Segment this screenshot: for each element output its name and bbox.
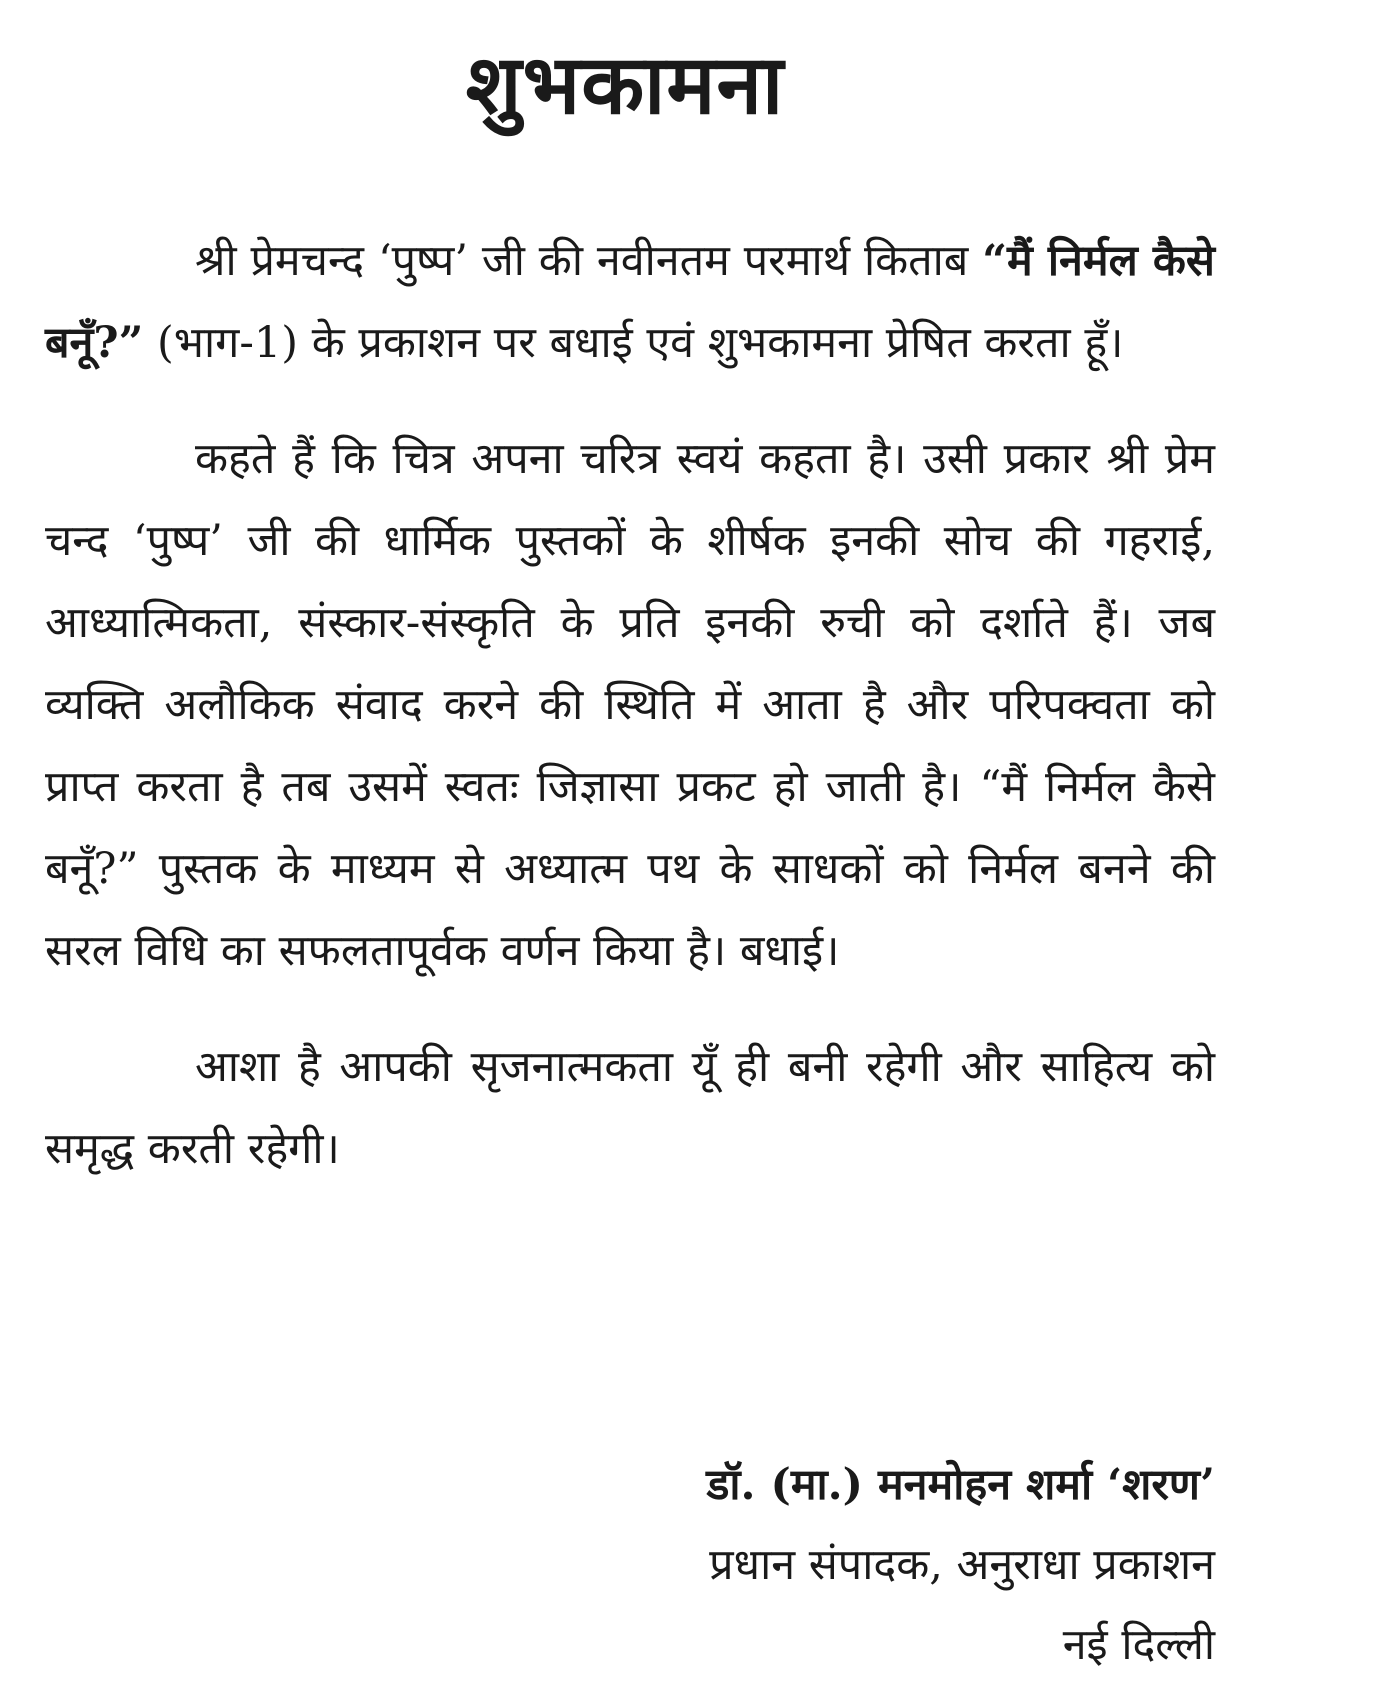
signatory-city: नई दिल्ली [1062, 1620, 1215, 1670]
signature-block [515, 1445, 1215, 1685]
signatory-name: डॉ. (मा.) मनमोहन शर्मा ‘शरण’ [706, 1460, 1215, 1510]
paragraph-3: आशा है आपकी सृजनात्मकता यूँ ही बनी रहेगी और साहित्य को समृद्ध करती रहेगी। [45, 1042, 1215, 1174]
letter-body [45, 220, 1215, 1224]
page-title: शुभकामना [465, 37, 785, 133]
signatory-designation: प्रधान संपादक, अनुराधा प्रकाशन [709, 1540, 1215, 1590]
book-title: “मैं निर्मल कैसे बनूँ?” [45, 236, 1216, 368]
paragraph-1-rest: (भाग-1) के प्रकाशन पर बधाई एवं शुभकामना प्रेषित करता हूँ। [143, 318, 1124, 368]
paragraph-1-intro: श्री प्रेमचन्द ‘पुष्प’ जी की नवीनतम परमार्थ किताब [195, 236, 983, 286]
paragraph-1 [45, 220, 1215, 384]
paragraph-2: कहते हैं कि चित्र अपना चरित्र स्वयं कहता है। उसी प्रकार श्री प्रेम चन्द ‘पुष्प’ जी की धार्मिक पुस्तकों के शीर्षक इनकी सोच की गहराई, आध्यात्मिकता, संस्कार-संस्कृति के प्रति इनकी रुची को दर्शाते हैं। जब व्यक्ति अलौकिक संवाद करने की स्थिति में आता है और परिपक्वता को प्राप्त करता है तब उसमें स्वतः जिज्ञासा प्रकट हो जाती है। “मैं निर्मल कैसे बनूँ?” पुस्तक के माध्यम से अध्यात्म पथ के साधकों को निर्मल बनने की सरल विधि का सफलतापूर्वक वर्णन किया है। बधाई। [45, 434, 1215, 976]
